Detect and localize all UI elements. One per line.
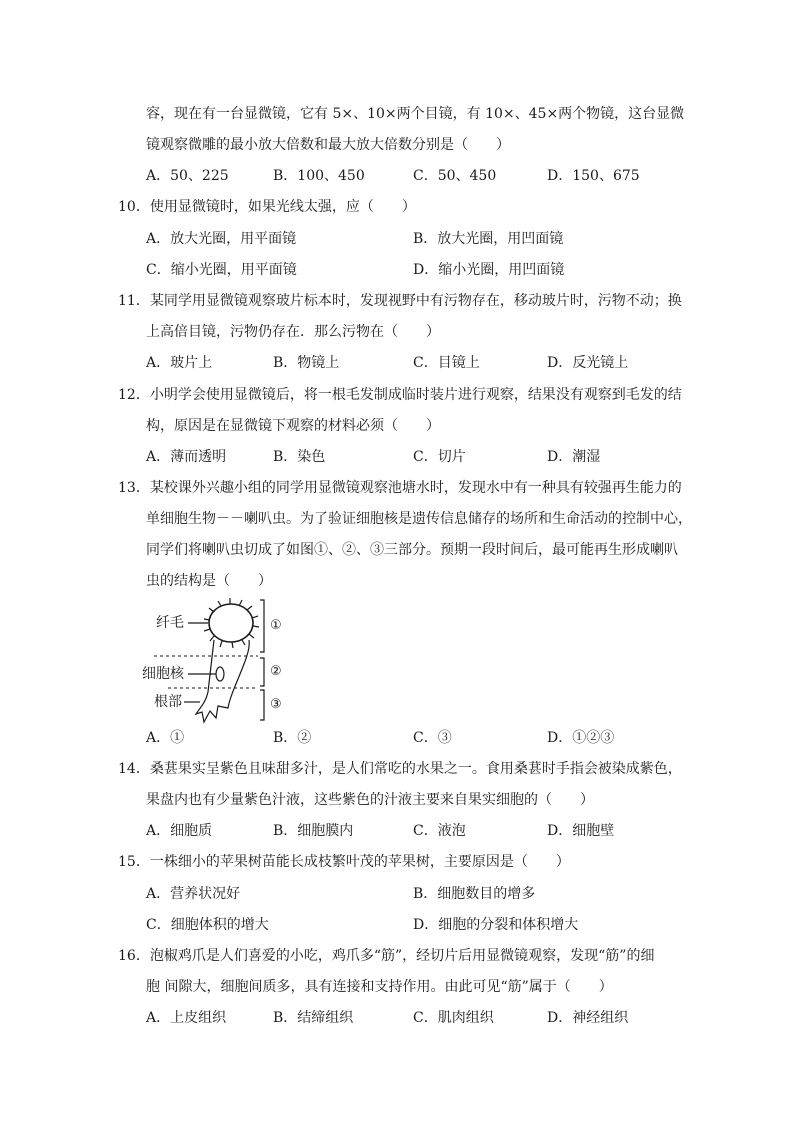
q15-option-a[interactable]: A．营养状况好 bbox=[146, 886, 241, 902]
q12-option-b[interactable]: B．染色 bbox=[273, 449, 326, 465]
body-outline bbox=[196, 640, 249, 722]
q16-option-c[interactable]: C．肌肉组织 bbox=[413, 1010, 494, 1026]
q15-stem: 15．一株细小的苹果树苗能长成枝繁叶茂的苹果树，主要原因是（ ） bbox=[118, 854, 570, 870]
q11-option-b[interactable]: B．物镜上 bbox=[273, 355, 340, 371]
label-cilia: 纤毛 bbox=[156, 615, 184, 631]
q13-stem-line1: 13．某校课外兴趣小组的同学用显微镜观察池塘水时，发现水中有一种具有较强再生能力的 bbox=[118, 480, 682, 496]
q12-option-c[interactable]: C．切片 bbox=[413, 449, 466, 465]
q11-stem-line2: 上高倍目镜，污物仍存在．那么污物在（ ） bbox=[146, 324, 440, 340]
bracket-1 bbox=[260, 600, 264, 652]
q14-option-d[interactable]: D．细胞壁 bbox=[547, 823, 615, 839]
head-oral-disc bbox=[209, 604, 253, 642]
q12-option-a[interactable]: A．薄而透明 bbox=[146, 449, 227, 465]
bracket-2 bbox=[260, 658, 264, 686]
q12-stem-line2: 构，原因是在显微镜下观察的材料必须（ ） bbox=[146, 418, 440, 434]
q13-stem-line2: 单细胞生物－－喇叭虫。为了验证细胞核是遗传信息储存的场所和生命活动的控制中心， bbox=[146, 511, 692, 527]
q13-stem-line3: 同学们将喇叭虫切成了如图①、②、③三部分。预期一段时间后，最可能再生形成喇叭 bbox=[146, 542, 678, 558]
label-root: 根部 bbox=[154, 694, 182, 710]
q10-option-d[interactable]: D．缩小光圈，用凹面镜 bbox=[413, 262, 565, 278]
q16-stem-line1: 16．泡椒鸡爪是人们喜爱的小吃，鸡爪多“筋”，经切片后用显微镜观察，发现“筋”的细 bbox=[118, 948, 655, 964]
q9-line1: 容，现在有一台显微镜，它有 5×、10×两个目镜，有 10×、45×两个物镜，这台显微 bbox=[146, 106, 685, 122]
q10-option-c[interactable]: C．缩小光圈，用平面镜 bbox=[146, 262, 297, 278]
q15-option-c[interactable]: C．细胞体积的增大 bbox=[146, 917, 269, 933]
q9-option-d[interactable]: D．150、675 bbox=[547, 168, 640, 184]
q14-stem-line1: 14．桑葚果实呈紫色且味甜多汁，是人们常吃的水果之一。食用桑葚时手指会被染成紫色， bbox=[118, 761, 682, 777]
q14-stem-line2: 果盘内也有少量紫色汁液，这些紫色的汁液主要来自果实细胞的（ ） bbox=[146, 792, 594, 808]
q15-option-b[interactable]: B．细胞数目的增多 bbox=[413, 886, 536, 902]
mark-2: ② bbox=[270, 664, 282, 679]
q13-option-b[interactable]: B．② bbox=[273, 730, 312, 746]
q9-option-b[interactable]: B．100、450 bbox=[273, 168, 365, 184]
q9-option-c[interactable]: C．50、450 bbox=[413, 168, 497, 184]
q13-option-c[interactable]: C．③ bbox=[413, 730, 452, 746]
q10-stem: 10．使用显微镜时，如果光线太强，应（ ） bbox=[118, 199, 416, 215]
q16-option-d[interactable]: D．神经组织 bbox=[547, 1010, 629, 1026]
mark-1: ① bbox=[270, 618, 282, 633]
mark-3: ③ bbox=[270, 697, 282, 712]
q13-stem-line4: 虫的结构是（ ） bbox=[146, 573, 272, 589]
q15-option-d[interactable]: D．细胞的分裂和体积增大 bbox=[413, 917, 579, 933]
q11-option-d[interactable]: D．反光镜上 bbox=[547, 355, 629, 371]
q10-option-b[interactable]: B．放大光圈，用凹面镜 bbox=[413, 231, 564, 247]
q9-line2: 镜观察微雕的最小放大倍数和最大放大倍数分别是（ ） bbox=[146, 137, 510, 153]
q13-option-a[interactable]: A．① bbox=[146, 730, 185, 746]
q11-option-c[interactable]: C．目镜上 bbox=[413, 355, 480, 371]
q14-option-a[interactable]: A．细胞质 bbox=[146, 823, 213, 839]
q16-option-a[interactable]: A．上皮组织 bbox=[146, 1010, 227, 1026]
q9-option-a[interactable]: A．50、225 bbox=[146, 168, 229, 184]
q14-option-c[interactable]: C．液泡 bbox=[413, 823, 466, 839]
trumpet-worm-figure bbox=[142, 596, 300, 726]
bracket-3 bbox=[260, 690, 264, 720]
q13-option-d[interactable]: D．①②③ bbox=[547, 730, 615, 746]
q11-option-a[interactable]: A．玻片上 bbox=[146, 355, 213, 371]
q16-stem-line2: 胞 间隙大，细胞间质多，具有连接和支持作用。由此可见“筋”属于（ ） bbox=[146, 979, 613, 995]
label-nucleus: 细胞核 bbox=[142, 666, 184, 682]
cilia-ring bbox=[204, 598, 259, 648]
q12-stem-line1: 12．小明学会使用显微镜后，将一根毛发制成临时装片进行观察，结果没有观察到毛发的结 bbox=[118, 387, 682, 403]
q11-stem-line1: 11．某同学用显微镜观察玻片标本时，发现视野中有污物存在，移动玻片时，污物不动；换 bbox=[118, 293, 682, 309]
q10-option-a[interactable]: A．放大光圈，用平面镜 bbox=[146, 231, 297, 247]
q16-option-b[interactable]: B．结缔组织 bbox=[273, 1010, 354, 1026]
nucleus bbox=[216, 667, 224, 681]
q14-option-b[interactable]: B．细胞膜内 bbox=[273, 823, 354, 839]
q12-option-d[interactable]: D．潮湿 bbox=[547, 449, 601, 465]
